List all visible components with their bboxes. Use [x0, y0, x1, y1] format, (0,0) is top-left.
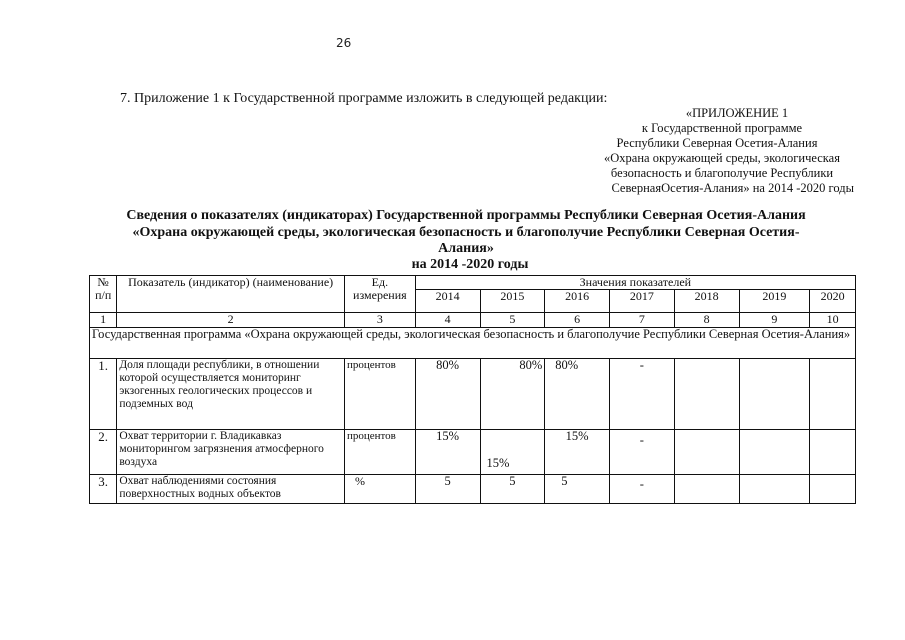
row-value-2017: - — [610, 430, 675, 475]
row-value-2015 — [480, 430, 545, 475]
row-value-2015: 80% — [480, 359, 545, 430]
row-value-2017: - — [610, 359, 675, 430]
header-indicator: Показатель (индикатор) (наименование) — [117, 276, 345, 313]
row-value-2015-text: 15% — [486, 456, 510, 470]
indicators-table — [89, 275, 856, 504]
table-row — [90, 475, 856, 504]
row-number: 3. — [90, 475, 117, 504]
page-number: 26 — [336, 36, 352, 50]
table-row — [90, 430, 856, 475]
column-number: 8 — [674, 313, 739, 328]
row-value-2018 — [674, 430, 739, 475]
header-row-top — [90, 276, 856, 290]
column-number: 1 — [90, 313, 117, 328]
row-indicator-name: Охват наблюдениями состояния поверхностных водных объектов — [117, 475, 345, 504]
appendix-header — [552, 106, 852, 196]
header-year: 2020 — [810, 290, 856, 313]
row-value-2020 — [810, 359, 856, 430]
row-unit: % — [344, 475, 415, 504]
row-value-2014: 15% — [415, 430, 480, 475]
row-value-2019 — [739, 430, 810, 475]
row-unit: процентов — [344, 359, 415, 430]
row-value-2017: - — [610, 475, 675, 504]
header-year: 2019 — [739, 290, 810, 313]
program-title: Государственная программа «Охрана окружающей среды, экологическая безопасность и благополучие Республики Северная Осетия-Алания» — [90, 328, 856, 359]
column-number: 6 — [545, 313, 610, 328]
row-value-2015: 5 — [480, 475, 545, 504]
document-title — [88, 207, 844, 273]
appendix-line-3: Республики Северная Осетия-Алания — [616, 136, 818, 150]
row-number: 1. — [90, 359, 117, 430]
column-number: 5 — [480, 313, 545, 328]
row-value-2019 — [739, 359, 810, 430]
column-number-row — [90, 313, 856, 328]
row-value-2018 — [674, 475, 739, 504]
header-unit: Ед. измерения — [344, 276, 415, 313]
row-number: 2. — [90, 430, 117, 475]
row-value-2014: 80% — [415, 359, 480, 430]
row-value-2019 — [739, 475, 810, 504]
title-line-4: на 2014 -2020 годы — [411, 257, 529, 272]
row-value-2020 — [810, 475, 856, 504]
row-indicator-name: Доля площади республики, в отношении которой осуществляется мониторинг экзогенных геологических процессов и подземных вод — [117, 359, 345, 430]
row-unit: процентов — [344, 430, 415, 475]
row-indicator-name: Охват территории г. Владикавказ мониторингом загрязнения атмосферного воздуха — [117, 430, 345, 475]
column-number: 9 — [739, 313, 810, 328]
title-line-2: «Охрана окружающей среды, экологическая безопасность и благополучие Республики Северная Осетия- — [132, 225, 800, 240]
column-number: 7 — [610, 313, 675, 328]
row-value-2018 — [674, 359, 739, 430]
row-value-2016: 80% — [545, 359, 610, 430]
header-year: 2014 — [415, 290, 480, 313]
appendix-line-6: СевернаяОсетия-Алания» на 2014 -2020 годы — [611, 181, 854, 195]
row-value-2020 — [810, 430, 856, 475]
appendix-line-4: «Охрана окружающей среды, экологическая — [604, 151, 840, 165]
appendix-line-5: безопасность и благополучие Республики — [610, 166, 834, 180]
header-year: 2018 — [674, 290, 739, 313]
column-number: 4 — [415, 313, 480, 328]
table-row — [90, 359, 856, 430]
appendix-line-1: «ПРИЛОЖЕНИЕ 1 — [685, 106, 789, 120]
row-value-2016: 15% — [545, 430, 610, 475]
row-value-2016: 5 — [545, 475, 610, 504]
row-value-2014: 5 — [415, 475, 480, 504]
header-year: 2017 — [610, 290, 675, 313]
header-year: 2016 — [545, 290, 610, 313]
intro-paragraph: 7. Приложение 1 к Государственной программе изложить в следующей редакции: — [120, 91, 608, 106]
column-number: 3 — [344, 313, 415, 328]
title-line-3: Алания» — [438, 241, 494, 256]
column-number: 2 — [117, 313, 345, 328]
appendix-line-2: к Государственной программе — [641, 121, 803, 135]
column-number: 10 — [810, 313, 856, 328]
header-values-group: Значения показателей — [415, 276, 855, 290]
program-row — [90, 328, 856, 359]
title-line-1: Сведения о показателях (индикаторах) Государственной программы Республики Северная Осетия-Алания — [126, 208, 806, 223]
header-year: 2015 — [480, 290, 545, 313]
header-num: № п/п — [90, 276, 117, 313]
